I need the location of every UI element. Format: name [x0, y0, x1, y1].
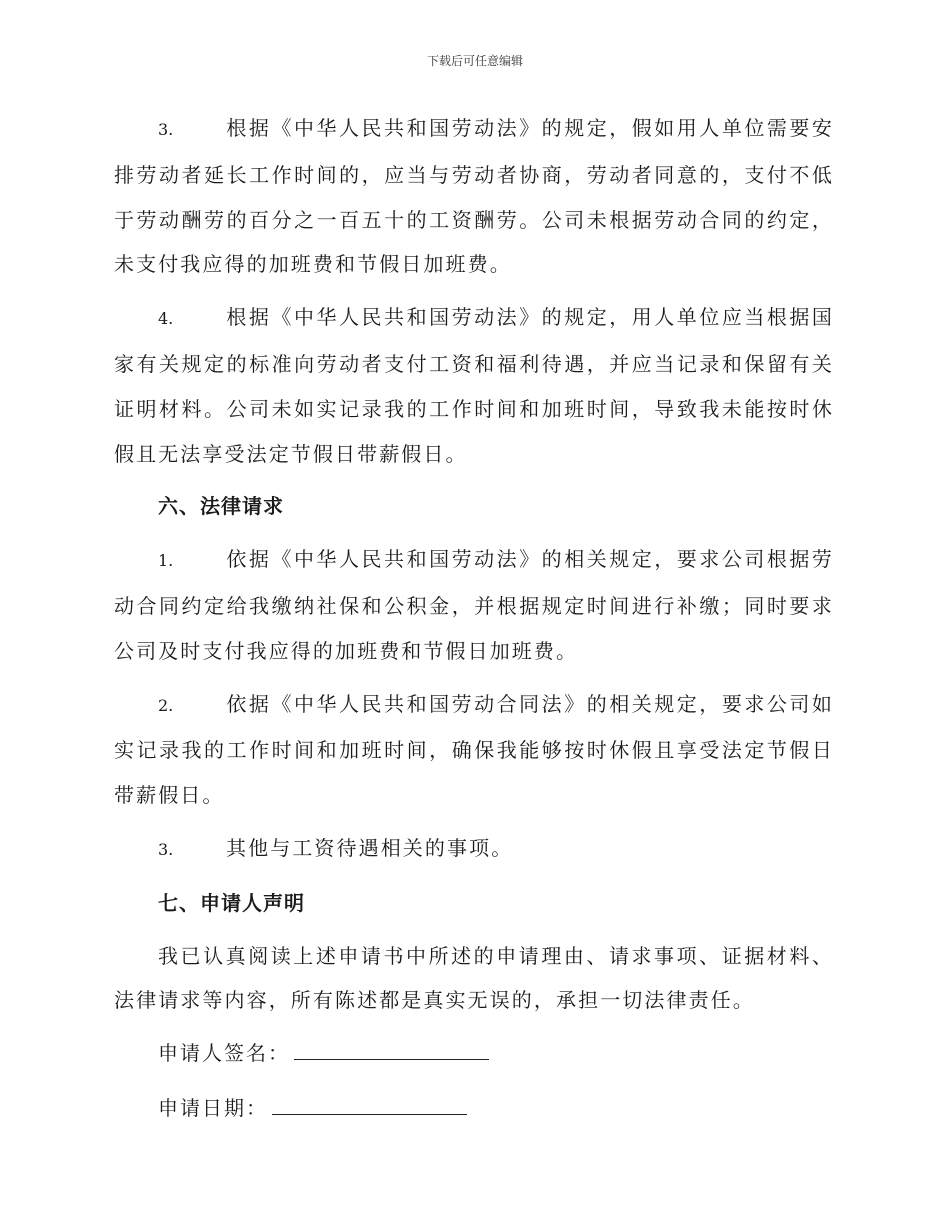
request-item-1: [114, 537, 834, 673]
page-header: 下载后可任意编辑: [426, 54, 523, 68]
request-item-2: [114, 682, 834, 818]
paragraph-text: 根据《中华人民共和国劳动法》的规定，假如用人单位需要安排劳动者延长工作时间的，应当与劳动者协商，劳动者同意的，支付不低于劳动酬劳的百分之一百五十的工资酬劳。公司未根据劳动合同的约定，未支付我应得的加班费和节假日加班费。: [114, 116, 834, 277]
item-text: 依据《中华人民共和国劳动合同法》的相关规定，要求公司如实记录我的工作时间和加班时间，确保我能够按时休假且享受法定节假日带薪假日。: [114, 691, 834, 808]
date-label: 申请日期：: [158, 1095, 268, 1120]
item-text: 依据《中华人民共和国劳动法》的相关规定，要求公司根据劳动合同约定给我缴纳社保和公积金，并根据规定时间进行补缴；同时要求公司及时支付我应得的加班费和节假日加班费。: [114, 547, 834, 663]
section-heading-declaration: 七、申请人声明: [158, 890, 305, 915]
date-blank-field[interactable]: [272, 1092, 467, 1115]
request-item-3: [114, 826, 834, 873]
item-text: 其他与工资待遇相关的事项。: [226, 835, 514, 860]
paragraph-text: 根据《中华人民共和国劳动法》的规定，用人单位应当根据国家有关规定的标准向劳动者支付工资和福利待遇，并应当记录和保留有关证明材料。公司未如实记录我的工作时间和加班时间，导致我未能按时休假且无法享受法定节假日带薪假日。: [114, 305, 834, 466]
signature-blank-field[interactable]: [294, 1037, 489, 1060]
paragraph-number: 4.: [158, 309, 174, 329]
item-number: 2.: [158, 695, 174, 715]
paragraph-4: [114, 295, 834, 476]
section-heading-legal-requests: 六、法律请求: [158, 494, 284, 519]
paragraph-number: 3.: [158, 120, 174, 139]
item-number: 3.: [158, 839, 174, 859]
signature-label: 申请人签名：: [158, 1041, 290, 1066]
signature-row: [114, 1031, 834, 1076]
document-body: [114, 106, 834, 1141]
date-row: [114, 1086, 834, 1131]
declaration-statement: 我已认真阅读上述申请书中所述的申请理由、请求事项、证据材料、法律请求等内容，所有陈述都是真实无误的，承担一切法律责任。: [114, 943, 834, 1013]
item-number: 1.: [158, 551, 174, 571]
paragraph-3: [114, 106, 834, 287]
